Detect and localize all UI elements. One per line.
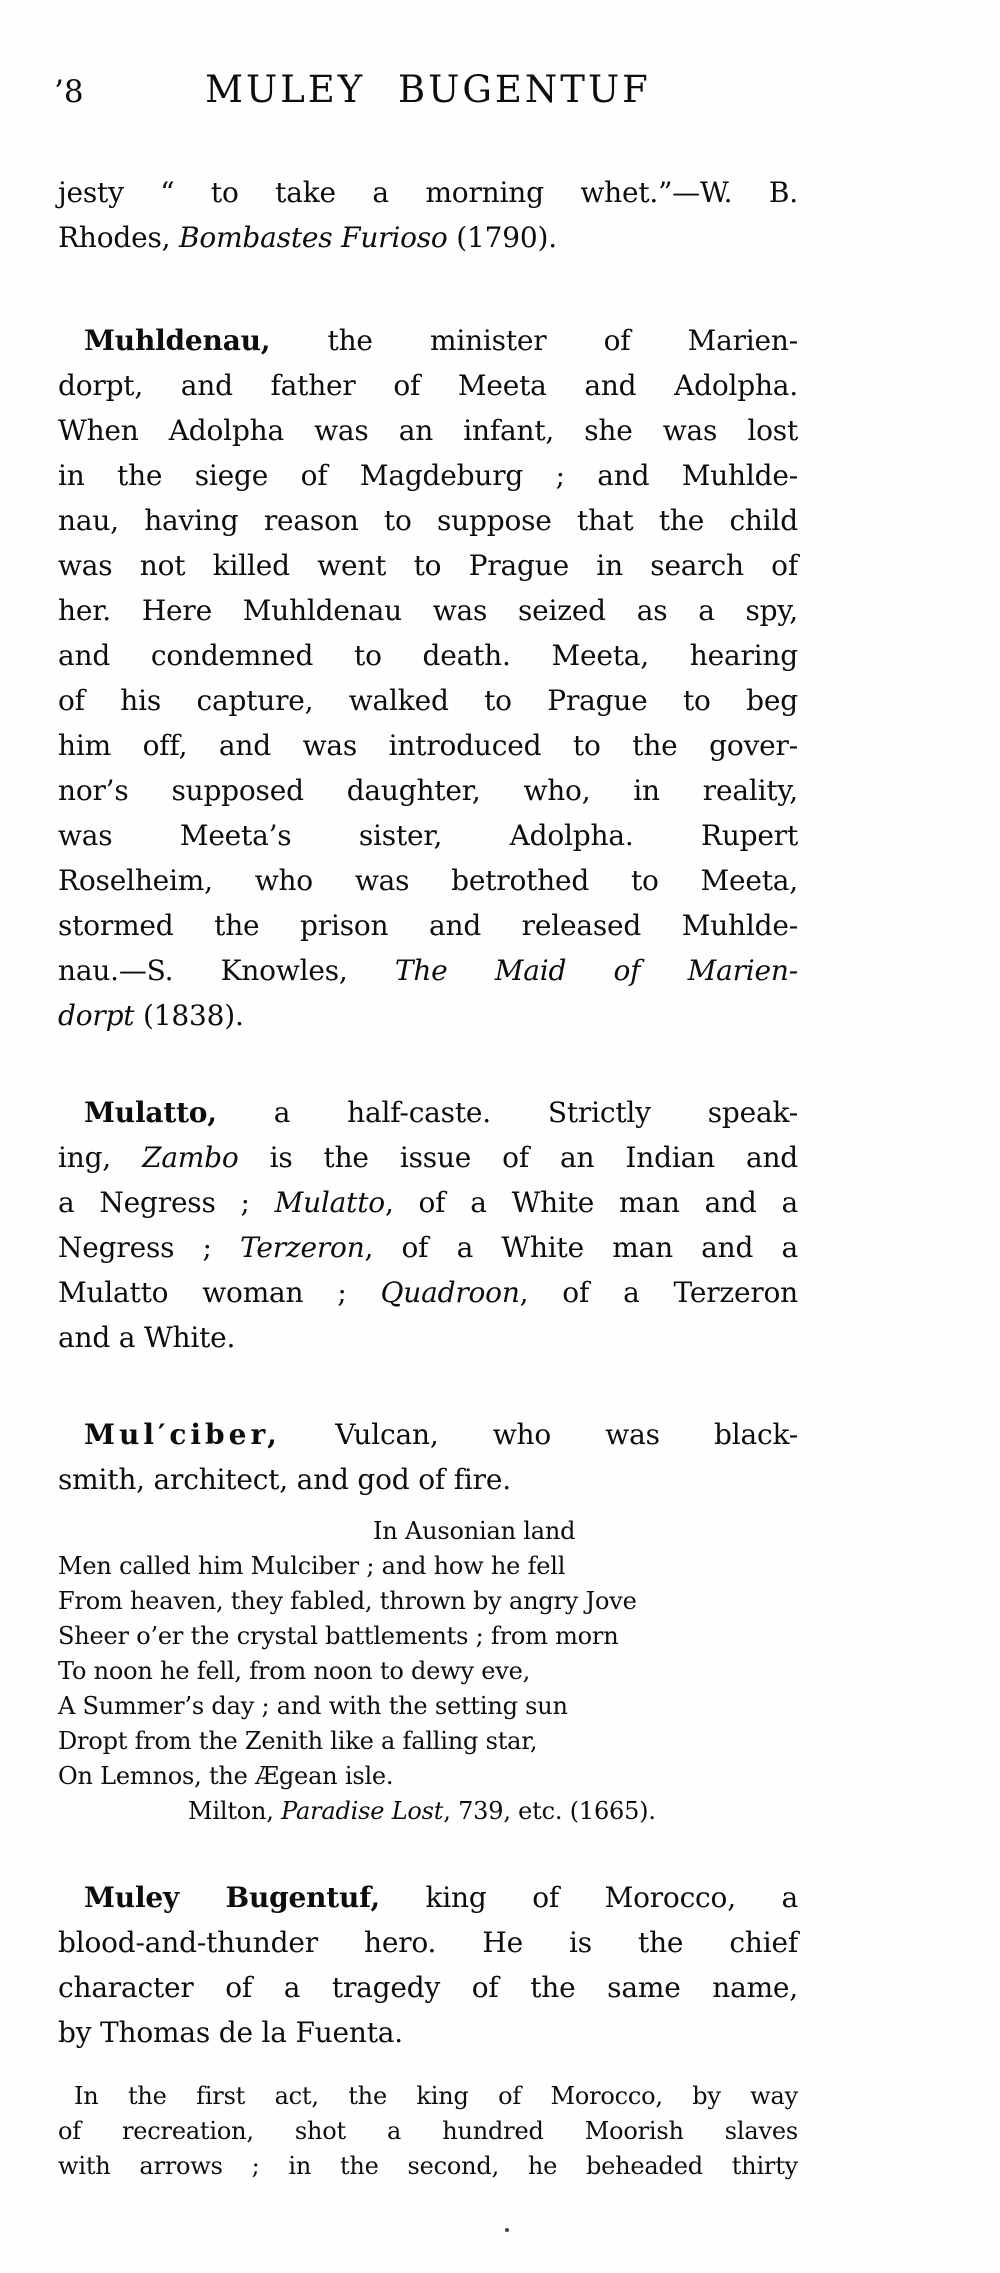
text-line	[58, 1654, 798, 1689]
text-run: was not killed went to Prague in search of	[58, 549, 798, 582]
text-line	[58, 363, 798, 408]
text-line	[58, 1549, 798, 1584]
text-run: a half-caste. Strictly speak-	[216, 1096, 798, 1129]
text-run: Mulatto woman ;	[58, 1276, 381, 1309]
text-line	[58, 1225, 798, 1270]
text-line	[58, 1090, 798, 1135]
text-run: In the first act, the king of Morocco, by way	[74, 2082, 798, 2110]
page-number: ’8	[54, 74, 84, 110]
text-run: Dropt from the Zenith like a falling star,	[58, 1727, 538, 1755]
text-run: in the siege of Magdeburg ; and Muhlde-	[58, 459, 798, 492]
text-run: Sheer o’er the crystal battlements ; from morn	[58, 1622, 619, 1650]
text-run: On Lemnos, the Ægean isle.	[58, 1762, 394, 1790]
text-line	[58, 1724, 798, 1759]
text-run: From heaven, they fabled, thrown by angry Jove	[58, 1587, 637, 1615]
text-run: character of a tragedy of the same name,	[58, 1971, 798, 2004]
text-line	[58, 2079, 798, 2114]
text-run: and a White.	[58, 1321, 236, 1354]
text-line	[58, 903, 798, 948]
text-line	[58, 723, 798, 768]
text-run: Negress ;	[58, 1231, 241, 1264]
text-line	[58, 1135, 798, 1180]
text-run: blood-and-thunder hero. He is the chief	[58, 1926, 798, 1959]
text-run: , of a White man and a	[384, 1186, 798, 1219]
text-run: ing,	[58, 1141, 143, 1174]
text-line	[58, 408, 798, 453]
text-line	[58, 1759, 798, 1794]
text-line	[58, 1965, 798, 2010]
text-run: stormed the prison and released Muhlde-	[58, 909, 798, 942]
text-run: Muhldenau,	[84, 324, 271, 357]
text-line	[58, 1514, 798, 1549]
text-run: , of a White man and a	[364, 1231, 798, 1264]
text-run: king of Morocco, a	[379, 1881, 798, 1914]
text-line	[58, 1689, 798, 1724]
text-run: Quadroon	[380, 1276, 520, 1309]
text-run: her. Here Muhldenau was seized as a spy,	[58, 594, 798, 627]
text-line	[58, 678, 798, 723]
text-run: him off, and was introduced to the gover-	[58, 729, 798, 762]
entry-muhldenau	[58, 318, 798, 1038]
text-line	[58, 2114, 798, 2149]
text-run: When Adolpha was an infant, she was lost	[58, 414, 798, 447]
text-run: (1790).	[447, 221, 557, 254]
text-run: Mulatto	[274, 1186, 385, 1219]
text-line	[58, 2149, 798, 2184]
text-line	[58, 993, 798, 1038]
text-run: Men called him Mulciber ; and how he fell	[58, 1552, 566, 1580]
text-line	[58, 1270, 798, 1315]
text-run: nau, having reason to suppose that the child	[58, 504, 798, 537]
text-run: , of a Terzeron	[519, 1276, 798, 1309]
text-line	[58, 1315, 798, 1360]
text-run: (1838).	[134, 999, 244, 1032]
text-run: of recreation, shot a hundred Moorish slaves	[58, 2117, 798, 2145]
running-head	[54, 68, 798, 116]
text-run: Milton,	[188, 1797, 282, 1825]
text-line	[58, 1412, 798, 1457]
text-run: was Meeta’s sister, Adolpha. Rupert	[58, 819, 798, 852]
text-run: jesty “ to take a morning whet.”—W. B.	[58, 176, 798, 209]
text-run: Paradise Lost	[281, 1797, 444, 1825]
text-line	[58, 453, 798, 498]
text-run: , 739, etc. (1665).	[443, 1797, 656, 1825]
text-run: of his capture, walked to Prague to beg	[58, 684, 798, 717]
text-run: Bombastes Furioso	[179, 221, 448, 254]
text-run: smith, architect, and god of fire.	[58, 1463, 511, 1496]
page-title: MULEY BUGENTUF	[205, 68, 651, 111]
text-line	[58, 1584, 798, 1619]
text-run: Mulatto,	[84, 1096, 217, 1129]
verse-quote	[58, 1514, 798, 1829]
text-run: the minister of Marien-	[270, 324, 798, 357]
text-run: Terzeron	[240, 1231, 365, 1264]
text-line	[58, 215, 798, 260]
text-run: and condemned to death. Meeta, hearing	[58, 639, 798, 672]
text-run: Mul′ciber,	[84, 1418, 281, 1451]
text-line	[58, 170, 798, 215]
text-run: nau.—S. Knowles,	[58, 954, 395, 987]
text-line	[58, 1794, 798, 1829]
text-run: A Summer’s day ; and with the setting sun	[58, 1692, 568, 1720]
text-run: Vulcan, who was black-	[280, 1418, 798, 1451]
entry-mulatto	[58, 1090, 798, 1360]
text-run: dorpt	[58, 999, 135, 1032]
text-run: The Maid of Marien-	[394, 954, 798, 987]
text-run: To noon he fell, from noon to dewy eve,	[58, 1657, 531, 1685]
text-line	[58, 633, 798, 678]
text-line	[58, 948, 798, 993]
text-run: with arrows ; in the second, he beheaded thirty	[58, 2152, 798, 2180]
text-line	[58, 768, 798, 813]
text-run: Muley Bugentuf,	[84, 1881, 380, 1914]
text-run: In Ausonian land	[373, 1517, 576, 1545]
text-run: by Thomas de la Fuenta.	[58, 2016, 403, 2049]
text-run: a Negress ;	[58, 1186, 275, 1219]
text-line	[58, 2010, 798, 2055]
page-body	[58, 170, 798, 2184]
text-line	[58, 543, 798, 588]
text-run: nor’s supposed daughter, who, in reality,	[58, 774, 798, 807]
text-run: Roselheim, who was betrothed to Meeta,	[58, 864, 798, 897]
text-line	[58, 858, 798, 903]
text-line	[58, 1875, 798, 1920]
text-line	[58, 813, 798, 858]
text-line	[58, 498, 798, 543]
text-run: dorpt, and father of Meeta and Adolpha.	[58, 369, 798, 402]
text-line	[58, 1180, 798, 1225]
text-line	[58, 1920, 798, 1965]
entry-muley-bugentuf	[58, 1875, 798, 2055]
entry-muley-note	[58, 2079, 798, 2184]
text-run: Rhodes,	[58, 221, 180, 254]
text-line	[58, 1619, 798, 1654]
text-line	[58, 1457, 798, 1502]
text-line	[58, 318, 798, 363]
text-run: Zambo	[142, 1141, 239, 1174]
text-line	[58, 588, 798, 633]
text-run: is the issue of an Indian and	[238, 1141, 799, 1174]
entry-jesty-continuation	[58, 170, 798, 260]
ink-speck	[505, 2228, 509, 2232]
entry-mulciber	[58, 1412, 798, 1502]
